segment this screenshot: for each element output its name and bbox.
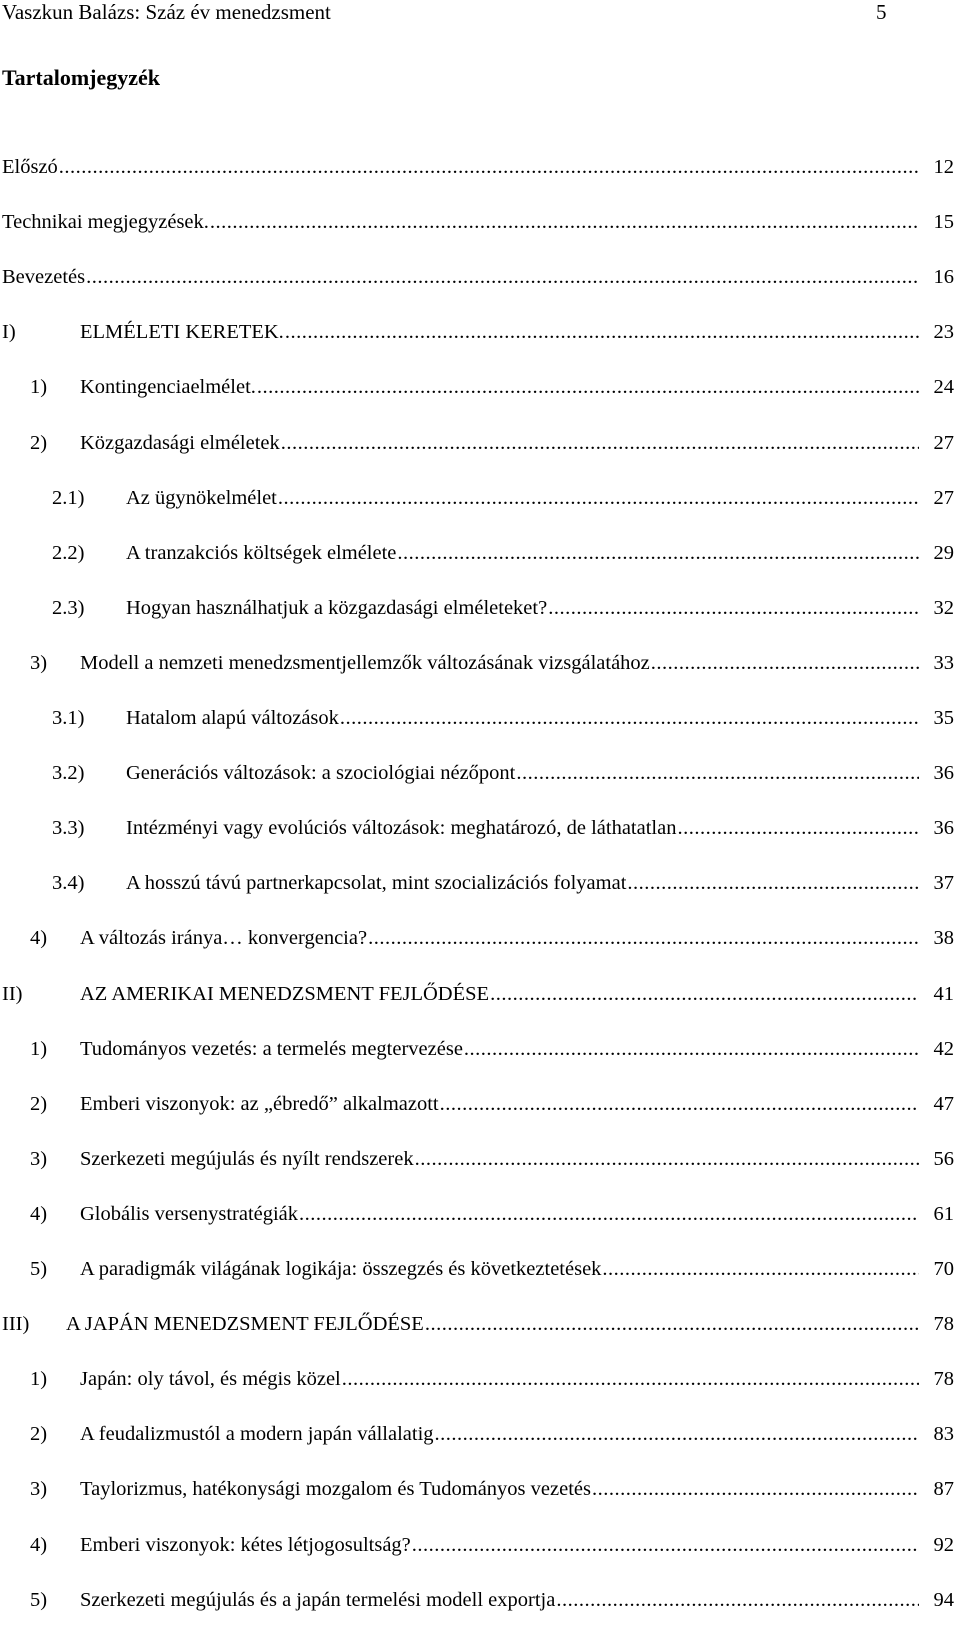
dot-leader xyxy=(285,317,919,347)
dot-leader xyxy=(627,868,919,898)
dot-leader xyxy=(281,428,919,458)
toc-entry-page: 16 xyxy=(933,266,954,289)
toc-entry-line xyxy=(80,1530,954,1560)
toc-entry-line xyxy=(80,317,954,347)
toc-entry[interactable] xyxy=(0,317,960,347)
toc-entry-title: A paradigmák világának logikája: összegzés és következtetések xyxy=(80,1258,602,1280)
dot-leader xyxy=(592,1474,919,1504)
toc-entry-title: Taylorizmus, hatékonysági mozgalom és Tudományos vezetés xyxy=(80,1478,591,1501)
header-author-title: Vaszkun Balázs: Száz év menedzsment xyxy=(2,0,331,24)
toc-entry-line xyxy=(126,703,954,733)
toc-entry-title: A változás iránya… konvergencia? xyxy=(80,927,368,950)
toc-entry[interactable] xyxy=(0,483,960,513)
toc-entry[interactable] xyxy=(0,1419,960,1449)
header-page-number: 5 xyxy=(876,0,887,24)
toc-entry[interactable] xyxy=(0,648,960,678)
toc-entry[interactable] xyxy=(0,1585,960,1615)
toc-entry-title: ELMÉLETI KERETEK. xyxy=(80,321,284,344)
toc-entry-title: Bevezetés xyxy=(2,266,86,289)
toc-entry-title: Szerkezeti megújulás és a japán termelési modell exportja xyxy=(80,1588,556,1611)
toc-entry-page: 24 xyxy=(933,376,954,399)
dot-leader xyxy=(368,923,919,953)
dot-leader xyxy=(440,1089,919,1119)
toc-entry-page: 87 xyxy=(933,1478,954,1501)
dot-leader xyxy=(86,262,919,292)
toc-entry-line xyxy=(80,1474,954,1504)
toc-entry-line xyxy=(126,483,954,513)
toc-entry-page: 38 xyxy=(933,927,954,950)
toc-entry-title: A tranzakciós költségek elmélete xyxy=(126,541,397,564)
dot-leader xyxy=(435,1419,919,1449)
toc-entry-number: 2) xyxy=(30,1423,48,1446)
toc-entry-number: 3.2) xyxy=(52,762,85,785)
toc-entry[interactable] xyxy=(0,428,960,458)
toc-entry-title: Generációs változások: a szociológiai nézőpont xyxy=(126,762,516,785)
toc-entry-page: 35 xyxy=(933,707,954,729)
dot-leader xyxy=(59,152,919,182)
dot-leader xyxy=(602,1254,919,1284)
toc-entry-page: 12 xyxy=(933,156,954,178)
toc-entry-page: 27 xyxy=(933,486,954,509)
toc-entry[interactable] xyxy=(0,1144,960,1174)
dot-leader xyxy=(464,1034,919,1064)
toc-entry-page: 47 xyxy=(933,1092,954,1115)
toc-entry[interactable] xyxy=(0,1530,960,1560)
toc-entry-number: 2.1) xyxy=(52,486,85,509)
toc-entry[interactable] xyxy=(0,758,960,788)
toc-entry-title: Emberi viszonyok: kétes létjogosultság? xyxy=(80,1533,411,1556)
toc-entry-page: 36 xyxy=(933,817,954,840)
toc-entry-title: A feudalizmustól a modern japán vállalatig xyxy=(80,1423,434,1446)
toc-entry-line xyxy=(80,1034,954,1064)
toc-entry-number: III) xyxy=(2,1313,30,1336)
toc-entry[interactable] xyxy=(0,593,960,623)
toc-entry[interactable] xyxy=(0,703,960,733)
toc-entry[interactable] xyxy=(0,152,960,182)
toc-entry-line xyxy=(126,868,954,898)
toc-entry-page: 32 xyxy=(933,596,954,619)
toc-entry-line xyxy=(126,758,954,788)
running-header xyxy=(0,0,960,28)
toc-entry-line xyxy=(2,262,954,292)
toc-entry-title: Az ügynökelmélet xyxy=(126,486,277,509)
toc-entry-number: 3) xyxy=(30,1478,48,1501)
toc-entry-title: Előszó xyxy=(2,156,58,178)
toc-entry-title: Közgazdasági elméletek xyxy=(80,431,280,454)
dot-leader xyxy=(425,1309,919,1339)
toc-entry-line xyxy=(80,428,954,458)
toc-entry-page: 27 xyxy=(933,431,954,454)
dot-leader xyxy=(340,703,919,733)
toc-entry-line xyxy=(2,152,954,182)
toc-entry[interactable] xyxy=(0,923,960,953)
toc-entry-number: 3) xyxy=(30,1147,48,1170)
toc-entry-number: 1) xyxy=(30,1368,48,1391)
toc-entry[interactable] xyxy=(0,813,960,843)
toc-entry-number: 1) xyxy=(30,376,48,399)
dot-leader xyxy=(516,758,919,788)
toc-entry[interactable] xyxy=(0,979,960,1009)
toc-entry-title: Technikai megjegyzések. xyxy=(2,211,209,234)
dot-leader xyxy=(257,372,919,402)
toc-entry-page: 83 xyxy=(933,1423,954,1446)
toc-entry-page: 15 xyxy=(933,211,954,234)
toc-entry-title: AZ AMERIKAI MENEDZSMENT FEJLŐDÉSE xyxy=(80,982,490,1005)
toc-entry[interactable] xyxy=(0,1254,960,1284)
dot-leader xyxy=(397,538,919,568)
toc-entry[interactable] xyxy=(0,207,960,237)
toc-entry-page: 29 xyxy=(933,541,954,564)
toc-entry-title: Tudományos vezetés: a termelés megtervezése xyxy=(80,1037,463,1060)
toc-entry-line xyxy=(2,207,954,237)
toc-entry-number: 5) xyxy=(30,1258,48,1280)
dot-leader xyxy=(210,207,919,237)
toc-entry-title: Szerkezeti megújulás és nyílt rendszerek xyxy=(80,1147,414,1170)
toc-entry-number: 4) xyxy=(30,1202,48,1225)
toc-entry-number: 3.4) xyxy=(52,872,85,895)
toc-entry-number: 1) xyxy=(30,1037,48,1060)
dot-leader xyxy=(490,979,919,1009)
toc-entry-number: 2.2) xyxy=(52,541,85,564)
toc-entry-line xyxy=(80,1199,954,1229)
toc-entry-line xyxy=(80,1419,954,1449)
toc-entry[interactable] xyxy=(0,1089,960,1119)
toc-entry[interactable] xyxy=(0,1034,960,1064)
toc-entry-title: A JAPÁN MENEDZSMENT FEJLŐDÉSE xyxy=(66,1313,424,1336)
toc-entry-page: 94 xyxy=(933,1588,954,1611)
toc-entry-number: 4) xyxy=(30,927,48,950)
toc-entry-page: 56 xyxy=(933,1147,954,1170)
dot-leader xyxy=(415,1144,919,1174)
toc-entry[interactable] xyxy=(0,262,960,292)
dot-leader xyxy=(556,1585,919,1615)
toc-entry-number: 4) xyxy=(30,1533,48,1556)
dot-leader xyxy=(342,1364,919,1394)
toc-entry-page: 78 xyxy=(933,1368,954,1391)
toc-entry-line xyxy=(126,593,954,623)
toc-entry-title: A hosszú távú partnerkapcsolat, mint szocializációs folyamat xyxy=(126,872,627,895)
toc-entry-title: Modell a nemzeti menedzsmentjellemzők változásának vizsgálatához xyxy=(80,651,650,674)
dot-leader xyxy=(677,813,919,843)
dot-leader xyxy=(278,483,919,513)
toc-entry-title: Hogyan használhatjuk a közgazdasági elméleteket? xyxy=(126,596,548,619)
toc-entry-title: Emberi viszonyok: az „ébredő” alkalmazott xyxy=(80,1092,439,1115)
toc-entry-page: 33 xyxy=(933,651,954,674)
toc-entry-page: 92 xyxy=(933,1533,954,1556)
toc-entry[interactable] xyxy=(0,1474,960,1504)
toc-entry[interactable] xyxy=(0,1364,960,1394)
toc-entry-number: 2.3) xyxy=(52,596,85,619)
toc-entry[interactable] xyxy=(0,1309,960,1339)
toc-entry[interactable] xyxy=(0,372,960,402)
toc-entry-page: 78 xyxy=(933,1313,954,1336)
dot-leader xyxy=(548,593,919,623)
toc-entry-line xyxy=(80,1364,954,1394)
toc-entry[interactable] xyxy=(0,538,960,568)
dot-leader xyxy=(412,1530,919,1560)
toc-entry-line xyxy=(80,1254,954,1284)
toc-entry-line xyxy=(126,538,954,568)
toc-entry-page: 37 xyxy=(933,872,954,895)
toc-entry-number: 5) xyxy=(30,1588,48,1611)
toc-entry-line xyxy=(80,648,954,678)
toc-entry-page: 36 xyxy=(933,762,954,785)
toc-entry-number: I) xyxy=(2,321,16,344)
toc-entry-number: 3) xyxy=(30,651,48,674)
toc-entry-line xyxy=(80,372,954,402)
dot-leader xyxy=(299,1199,919,1229)
toc-entry[interactable] xyxy=(0,868,960,898)
toc-entry-line xyxy=(66,1309,954,1339)
toc-entry-page: 42 xyxy=(933,1037,954,1060)
toc-entry-page: 61 xyxy=(933,1202,954,1225)
toc-entry-line xyxy=(80,923,954,953)
toc-entry-line xyxy=(126,813,954,843)
toc-entry-line xyxy=(80,1585,954,1615)
dot-leader xyxy=(651,648,919,678)
toc-entry-title: Intézményi vagy evolúciós változások: meghatározó, de láthatatlan xyxy=(126,817,677,840)
toc-entry-title: Kontingenciaelmélet. xyxy=(80,376,256,399)
toc-entry-page: 41 xyxy=(933,982,954,1005)
toc-entry-number: 3.3) xyxy=(52,817,85,840)
toc-entry-title: Globális versenystratégiák xyxy=(80,1202,299,1225)
toc-entry-line xyxy=(80,979,954,1009)
toc-entry[interactable] xyxy=(0,1199,960,1229)
toc-entry-title: Japán: oly távol, és mégis közel xyxy=(80,1368,341,1391)
toc-entry-number: II) xyxy=(2,982,23,1005)
toc-entry-page: 23 xyxy=(933,321,954,344)
toc-entry-number: 2) xyxy=(30,431,48,454)
toc-entry-number: 3.1) xyxy=(52,707,85,729)
toc-entry-page: 70 xyxy=(933,1258,954,1280)
toc-entry-number: 2) xyxy=(30,1092,48,1115)
toc-entry-line xyxy=(80,1089,954,1119)
toc-entry-line xyxy=(80,1144,954,1174)
toc-entry-title: Hatalom alapú változások xyxy=(126,707,339,729)
toc-title: Tartalomjegyzék xyxy=(2,65,161,90)
